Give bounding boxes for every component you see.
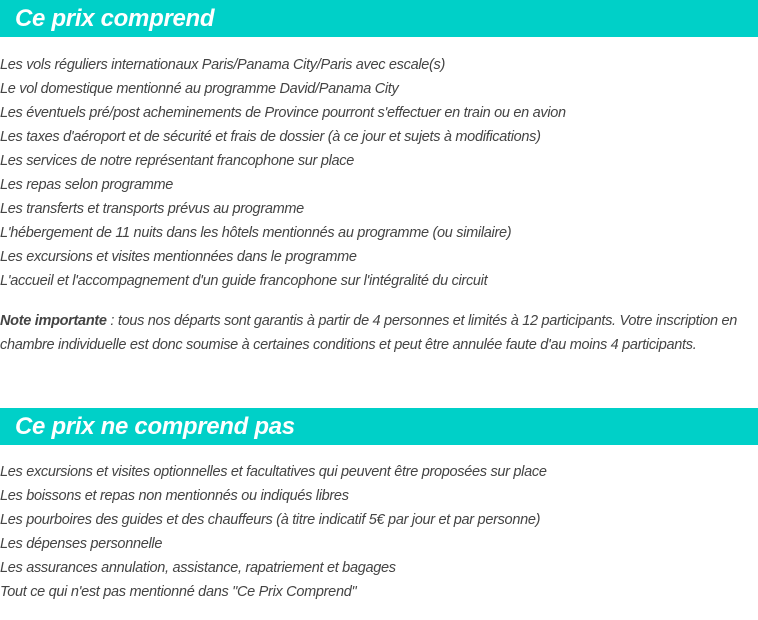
included-title: Ce prix comprend — [15, 5, 215, 32]
excluded-section — [0, 408, 758, 604]
list-item: Les excursions et visites optionnelles et facultatives qui peuvent être proposées sur place — [0, 464, 547, 480]
important-note — [0, 309, 758, 357]
list-item: Les repas selon programme — [0, 177, 174, 193]
list-item: Les boissons et repas non mentionnés ou indiqués libres — [0, 488, 349, 504]
list-item: Les pourboires des guides et des chauffeurs (à titre indicatif 5€ par jour et par personne) — [0, 512, 541, 528]
list-item: Les assurances annulation, assistance, rapatriement et bagages — [0, 560, 396, 576]
list-item: Les taxes d'aéroport et de sécurité et frais de dossier (à ce jour et sujets à modifications) — [0, 129, 541, 145]
list-item: Les dépenses personnelle — [0, 536, 163, 552]
list-item: L'hébergement de 11 nuits dans les hôtels mentionnés au programme (ou similaire) — [0, 225, 512, 241]
list-item: L'accueil et l'accompagnement d'un guide francophone sur l'intégralité du circuit — [0, 273, 488, 289]
note-text: : tous nos départs sont garantis à partir de 4 personnes et limités à 12 participants. Votre inscription en chambre individuelle est donc soumise à certaines conditions et peut être annulée faute d'au moins 4 participants. — [0, 313, 738, 353]
list-item: Le vol domestique mentionné au programme David/Panama City — [0, 81, 399, 97]
list-item: Les transferts et transports prévus au programme — [0, 201, 304, 217]
list-item: Les services de notre représentant francophone sur place — [0, 153, 354, 169]
excluded-list — [0, 460, 758, 604]
list-item: Les vols réguliers internationaux Paris/Panama City/Paris avec escale(s) — [0, 57, 446, 73]
included-header — [0, 0, 758, 37]
list-item: Les excursions et visites mentionnées dans le programme — [0, 249, 357, 265]
list-item: Tout ce qui n'est pas mentionné dans "Ce Prix Comprend" — [0, 584, 357, 600]
list-item: Les éventuels pré/post acheminements de Province pourront s'effectuer en train ou en avion — [0, 105, 566, 121]
included-list — [0, 53, 758, 293]
excluded-header — [0, 408, 758, 445]
note-label: Note importante — [0, 313, 107, 329]
excluded-title: Ce prix ne comprend pas — [15, 413, 295, 440]
